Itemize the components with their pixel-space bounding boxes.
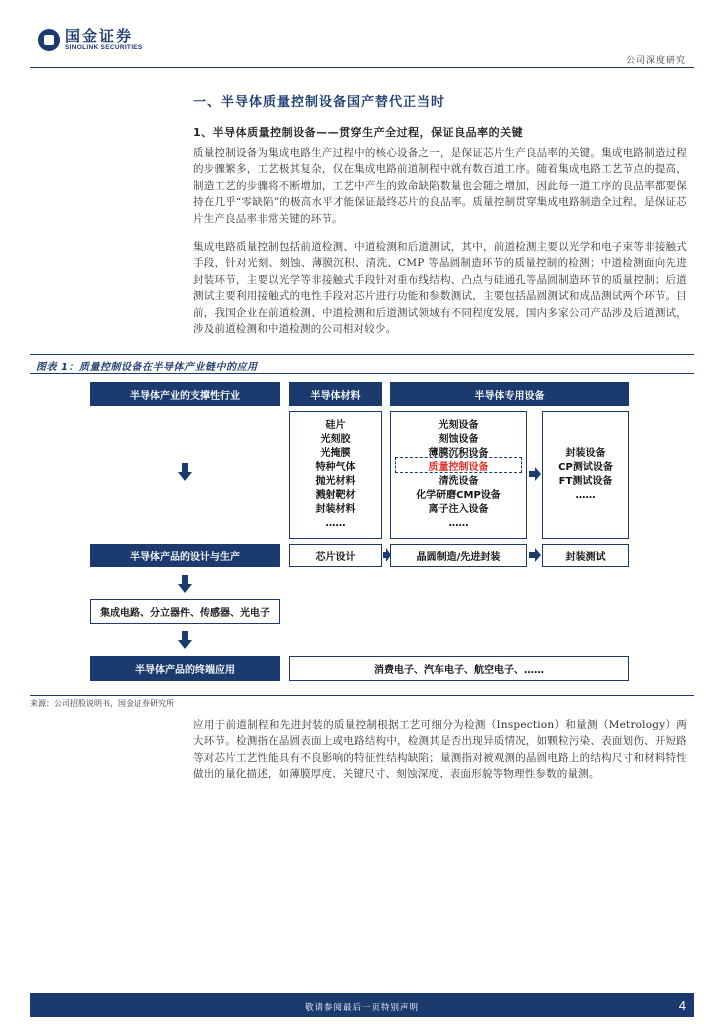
logo-icon bbox=[38, 29, 60, 51]
materials-header-box: 半导体材料 bbox=[289, 382, 382, 406]
products-box: 集成电路、分立器件、传感器、光电子 bbox=[90, 599, 280, 624]
equipment-item: FT测试设备 bbox=[558, 476, 613, 487]
report-type-label: 公司深度研究 bbox=[625, 56, 686, 66]
front-equipment-list-box bbox=[390, 411, 527, 539]
company-logo bbox=[38, 28, 143, 52]
applications-box: 消费电子、汽车电子、航空电子、…… bbox=[289, 656, 629, 681]
equipment-item: 清洗设备 bbox=[438, 476, 479, 487]
equipment-item: 刻蚀设备 bbox=[438, 434, 479, 445]
logo-english-name: SINOLINK SECURITIES bbox=[65, 44, 143, 51]
equipment-item: 光刻设备 bbox=[438, 420, 479, 431]
equipment-item: 离子注入设备 bbox=[428, 504, 489, 515]
page-number: 4 bbox=[678, 998, 686, 1013]
body-paragraph-3: 应用于前道制程和先进封装的质量控制根据工艺可细分为检测（Inspection）和量测（Metrology）两大环节。检测指在晶圆表面上或电路结构中，检测其是否出现异质情况，如颗粒污染、表面划伤、开短路等对芯片工艺性能具有不良影响的特征性结构缺陷；量测指对被观测的晶圆电路上的结构尺寸和材料特性做出的量化描述，如薄膜厚度、关键尺寸、刻蚀深度、表面形貌等物理性参数的量测。 bbox=[193, 719, 687, 781]
end-use-box: 半导体产品的终端应用 bbox=[90, 656, 280, 681]
material-item: 光掩膜 bbox=[320, 448, 351, 459]
equipment-item: CP测试设备 bbox=[558, 462, 613, 473]
figure-caption: 图表 1：质量控制设备在半导体产业链中的应用 bbox=[36, 362, 258, 373]
equipment-item: …… bbox=[575, 490, 596, 501]
material-item: 溅射靶材 bbox=[315, 490, 356, 501]
design-production-box: 半导体产品的设计与生产 bbox=[90, 544, 280, 567]
equipment-item: 化学研磨CMP设备 bbox=[416, 490, 501, 501]
material-item: 封装材料 bbox=[315, 504, 356, 515]
materials-list-box bbox=[289, 411, 382, 539]
down-arrow-icon bbox=[178, 463, 192, 481]
material-item: 硅片 bbox=[325, 420, 346, 431]
equipment-header-box: 半导体专用设备 bbox=[390, 382, 629, 406]
quality-control-equipment-highlight: 质量控制设备 bbox=[428, 462, 489, 473]
wafer-manufacturing-box: 晶圆制造/先进封装 bbox=[390, 544, 527, 567]
material-item: 抛光材料 bbox=[315, 476, 356, 487]
support-industry-box: 半导体产业的支撑性行业 bbox=[90, 382, 280, 406]
down-arrow-icon bbox=[178, 575, 192, 593]
body-paragraph-2: 集成电路质量控制包括前道检测、中道检测和后道测试，其中，前道检测主要以光学和电子束等非接触式手段，针对光刻、刻蚀、薄膜沉积、清洗、CMP 等晶圆制造环节的质量控制的检测；中道检测面向先进封装环节，主要以光学等非接触式手段针对重布线结构、凸点与硅通孔等晶圆制造环节的质量控制；后道测试主要利用接触式的电性手段对芯片进行功能和参数测试，主要包括晶圆测试和成品测试两个环节。目前，我国企业在前道检测、中道检测和后道测试领域有不同程度发展，国内多家公司产品涉及后道测试，涉及前道检测和中道检测的公司相对较少。 bbox=[193, 241, 687, 336]
equipment-item: …… bbox=[448, 518, 469, 529]
chip-design-box: 芯片设计 bbox=[289, 544, 382, 567]
body-paragraph-1: 质量控制设备为集成电路生产过程中的核心设备之一，是保证芯片生产良品率的关键。集成电路制造过程的步骤繁多，工艺极其复杂，仅在集成电路前道制程中就有数百道工序。随着集成电路工艺节点的提高，制造工艺的步骤将不断增加，工艺中产生的致命缺陷数量也会随之增加，因此每一道工序的良品率都要保持在几乎“零缺陷”的极高水平才能保证最终芯片的良品率。质量控制贯穿集成电路制造全过程，是保证芯片生产良品率非常关键的环节。 bbox=[193, 147, 687, 225]
subsection-title: 1、半导体质量控制设备——贯穿生产全过程，保证良品率的关键 bbox=[193, 126, 524, 139]
footer-disclaimer: 敬请参阅最后一页特别声明 bbox=[304, 1003, 419, 1013]
material-item: …… bbox=[325, 518, 346, 529]
header-divider bbox=[30, 67, 694, 68]
section-title: 一、半导体质量控制设备国产替代正当时 bbox=[193, 95, 446, 110]
right-arrow-icon bbox=[529, 548, 541, 562]
material-item: 特种气体 bbox=[315, 462, 356, 473]
equipment-item: 封装设备 bbox=[565, 448, 606, 459]
source-divider bbox=[30, 695, 694, 696]
figure-source: 来源：公司招股说明书，国金证券研究所 bbox=[30, 699, 174, 708]
right-arrow-icon bbox=[529, 467, 541, 481]
logo-chinese-name: 国金证券 bbox=[65, 27, 134, 45]
down-arrow-icon bbox=[178, 631, 192, 649]
back-equipment-list-box bbox=[542, 411, 629, 539]
equipment-item: 薄膜沉积设备 bbox=[428, 448, 489, 459]
material-item: 光刻胶 bbox=[320, 434, 351, 445]
packaging-test-box: 封装测试 bbox=[542, 544, 629, 567]
highlight-dashed-frame bbox=[395, 457, 522, 473]
